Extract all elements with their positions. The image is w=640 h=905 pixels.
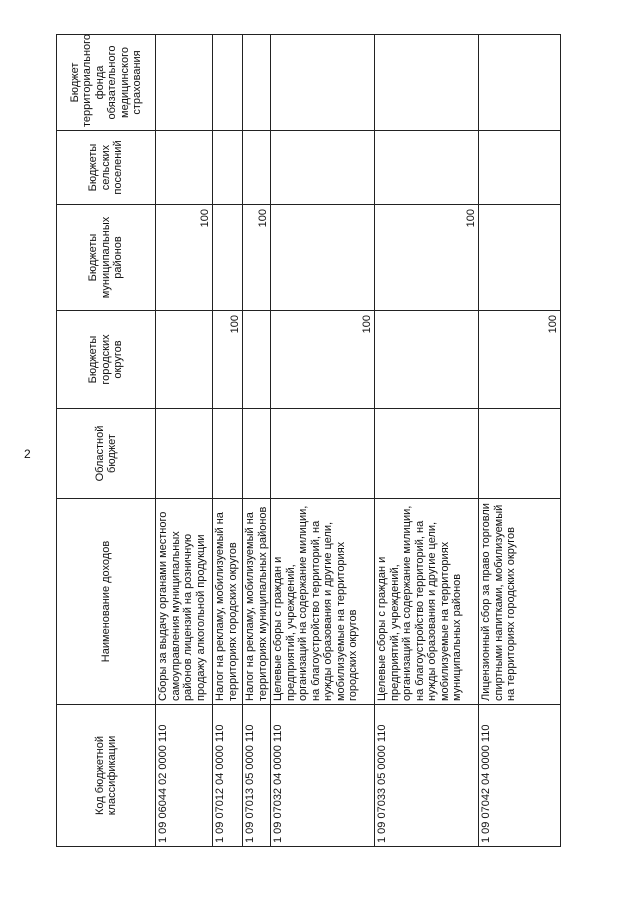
table-header-row bbox=[57, 35, 156, 847]
cell-district: 100 bbox=[156, 205, 213, 311]
cell-code: 1 09 07032 04 0000 110 bbox=[271, 705, 375, 847]
cell-name: Налог на рекламу, мобилизуемый на территориях городских округов bbox=[213, 499, 243, 705]
cell-fund bbox=[271, 35, 375, 131]
cell-rural bbox=[479, 131, 561, 205]
table-row bbox=[243, 35, 271, 847]
cell-name: Сборы за выдачу органами местного самоуправления муниципальных районов лицензий на розничную продажу алкогольной продукции bbox=[156, 499, 213, 705]
table-row bbox=[156, 35, 213, 847]
cell-district: 100 bbox=[375, 205, 479, 311]
cell-code: 1 09 07012 04 0000 110 bbox=[213, 705, 243, 847]
cell-fund bbox=[213, 35, 243, 131]
header-city: Бюджеты городских округов bbox=[57, 311, 156, 409]
cell-regional bbox=[375, 409, 479, 499]
cell-code: 1 09 07013 05 0000 110 bbox=[243, 705, 271, 847]
cell-name: Целевые сборы с граждан и предприятий, учреждений, организаций на содержание милиции, на благоустройство территорий, на нужды образования и другие цели, мобилизуемые на территориях муниципальных районов bbox=[375, 499, 479, 705]
cell-fund bbox=[375, 35, 479, 131]
cell-city bbox=[243, 311, 271, 409]
header-fund: Бюджет территориального фонда обязательного медицинского страхования bbox=[57, 35, 156, 131]
table-row bbox=[213, 35, 243, 847]
cell-name: Целевые сборы с граждан и предприятий, учреждений, организаций на содержание милиции, на благоустройство территорий, на нужды образования и другие цели, мобилизуемые на территориях городских округов bbox=[271, 499, 375, 705]
cell-city: 100 bbox=[271, 311, 375, 409]
cell-rural bbox=[271, 131, 375, 205]
cell-name: Налог на рекламу, мобилизуемый на территориях муниципальных районов bbox=[243, 499, 271, 705]
header-rural: Бюджеты сельских поселений bbox=[57, 131, 156, 205]
cell-district: 100 bbox=[243, 205, 271, 311]
cell-city: 100 bbox=[213, 311, 243, 409]
revenue-table-sheet bbox=[56, 35, 560, 847]
header-code: Код бюджетной классификации bbox=[57, 705, 156, 847]
cell-rural bbox=[375, 131, 479, 205]
cell-rural bbox=[243, 131, 271, 205]
cell-regional bbox=[479, 409, 561, 499]
cell-regional bbox=[243, 409, 271, 499]
cell-regional bbox=[271, 409, 375, 499]
header-name: Наименование доходов bbox=[57, 499, 156, 705]
revenue-distribution-table bbox=[56, 34, 561, 847]
cell-district bbox=[213, 205, 243, 311]
header-district: Бюджеты муниципальных районов bbox=[57, 205, 156, 311]
cell-city bbox=[375, 311, 479, 409]
cell-name: Лицензионный сбор за право торговли спиртными напитками, мобилизуемый на территориях городских округов bbox=[479, 499, 561, 705]
page-number: 2 bbox=[24, 447, 31, 461]
cell-fund bbox=[156, 35, 213, 131]
cell-fund bbox=[479, 35, 561, 131]
cell-district bbox=[479, 205, 561, 311]
cell-regional bbox=[213, 409, 243, 499]
cell-city: 100 bbox=[479, 311, 561, 409]
cell-city bbox=[156, 311, 213, 409]
table-row bbox=[479, 35, 561, 847]
cell-fund bbox=[243, 35, 271, 131]
header-regional: Областной бюджет bbox=[57, 409, 156, 499]
cell-district bbox=[271, 205, 375, 311]
cell-code: 1 09 06044 02 0000 110 bbox=[156, 705, 213, 847]
cell-rural bbox=[156, 131, 213, 205]
table-row bbox=[271, 35, 375, 847]
cell-regional bbox=[156, 409, 213, 499]
cell-code: 1 09 07033 05 0000 110 bbox=[375, 705, 479, 847]
table-row bbox=[375, 35, 479, 847]
cell-rural bbox=[213, 131, 243, 205]
cell-code: 1 09 07042 04 0000 110 bbox=[479, 705, 561, 847]
